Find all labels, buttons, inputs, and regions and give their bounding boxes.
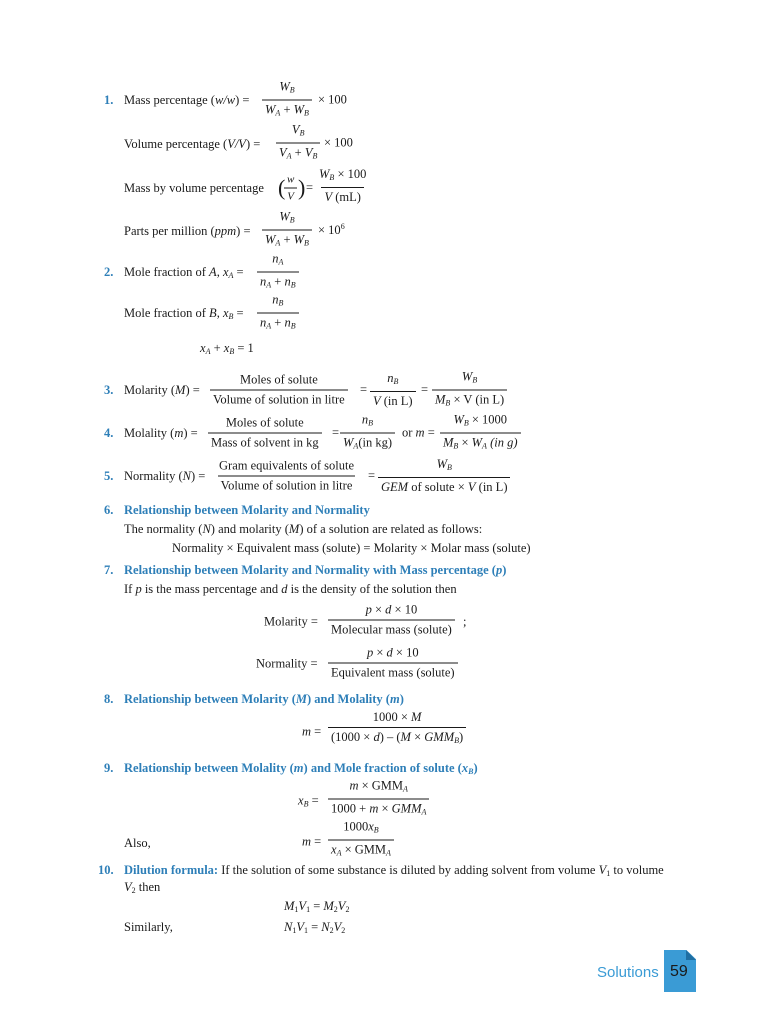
item-number-7: 7. <box>104 563 114 577</box>
molality-mole-fraction-fraction: $1000x_B$ $x_A \times GMM_A$ <box>328 820 394 861</box>
w-over-v-fraction: $\frac{w}{V}$ <box>284 174 297 203</box>
molality-fraction-2: $\frac{n_B}{W_A(in kg)}$ <box>340 413 395 454</box>
mass-by-volume-label: Mass by volume percentage <box>124 181 264 195</box>
mole-fraction-b-fraction: $\frac{n_B}{n_A + n_B}$ <box>257 293 299 334</box>
normality-text: Normality = <box>256 656 318 671</box>
item-number-3: 3. <box>104 383 114 397</box>
section-7-heading: Relationship between Molarity and Normality with Mass percentage (p) <box>124 563 507 577</box>
mole-fraction-a-label: Mole fraction of A, $x_A$ = <box>124 265 244 280</box>
mass-by-volume-fraction: $\frac{W_B \times 100}{V (mL)}$ <box>319 167 367 204</box>
eq-sign: = <box>332 425 340 440</box>
section-7-line1: If p is the mass percentage and d is the density of the solution then <box>124 582 457 596</box>
similarly-text: Similarly, <box>124 920 173 934</box>
mass-by-volume-eq: = <box>306 180 314 195</box>
volume-percentage-fraction: $\frac{V_B}{V_A + V_B}$ <box>276 123 320 164</box>
molarity-fraction-2: $\frac{n_B}{\text{V (in L)}}$ <box>370 371 416 409</box>
item-number-8: 8. <box>104 692 114 706</box>
footer-chapter-title: Solutions <box>597 964 659 981</box>
xb-eq: $x_B$ = <box>298 793 319 809</box>
m-eq: m = <box>302 724 322 739</box>
ppm-label: Parts per million (ppm) = <box>124 224 251 238</box>
also-text: Also, <box>124 836 151 850</box>
item-number-10: 10. <box>98 863 114 877</box>
item-number-6: 6. <box>104 503 114 517</box>
eq-sign: = <box>368 468 376 483</box>
or-text: or m = <box>402 425 435 440</box>
left-paren: ( <box>278 175 286 200</box>
section-9-heading: Relationship between Molality (m) and Mole fraction of solute $(x_B)$ <box>124 761 478 776</box>
normality-fraction-1: Gram equivalents of solute Volume of solution in litre <box>219 458 355 493</box>
item-number-2: 2. <box>104 265 114 279</box>
normality-label: Normality (N) = <box>124 469 206 483</box>
mass-percentage-times: × 100 <box>318 92 347 107</box>
molality-fraction-1: Moles of solute Mass of solvent in kg <box>208 416 322 451</box>
semicolon: ; <box>463 614 467 629</box>
page-corner-fold <box>686 950 696 960</box>
item-number-9: 9. <box>104 761 114 775</box>
volume-percentage-times: × 100 <box>324 135 353 150</box>
section-10-line1: Dilution formula: If the solution of some substance is diluted by adding solvent from volume $V_1$ to volume <box>124 863 664 878</box>
dilution-molarity-eq: $M_1V_1 = M_2V_2$ <box>284 899 350 914</box>
volume-percentage-label: Volume percentage (V/V) = <box>124 137 261 151</box>
eq-sign: = <box>421 382 429 397</box>
ppm-times: × $10^6$ <box>318 222 345 237</box>
section-6-heading: Relationship between Molarity and Normality <box>124 503 370 517</box>
molarity-mass-percent-fraction: p × d × 10 Molecular mass (solute) <box>328 603 455 638</box>
mole-fraction-a-fraction: $\frac{n_A}{n_A + n_B}$ <box>257 252 299 293</box>
mole-fraction-b-label: Mole fraction of B, $x_B$ = <box>124 306 244 321</box>
normality-mass-percent-fraction: p × d × 10 Equivalent mass (solute) <box>328 646 458 681</box>
molarity-text: Molarity = <box>264 614 318 629</box>
molality-label: Molality (m) = <box>124 426 198 440</box>
item-number-5: 5. <box>104 469 114 483</box>
mass-percentage-fraction: $\frac{W_B}{W_A + W_B}$ <box>262 80 312 121</box>
right-paren: ) <box>298 175 306 200</box>
eq-sign: = <box>360 382 368 397</box>
section-10-line2: $V_2$ then <box>124 880 161 895</box>
molarity-label: Molarity (M) = <box>124 383 200 397</box>
mole-fraction-molality-fraction: $m \times GMM_A$ $1000 + m \times GMM_A$ <box>328 779 429 820</box>
molality-molarity-fraction: 1000 × M $(1000 \times d) - (M \times GMM_B)$ <box>328 710 466 748</box>
m-eq-2: m = <box>302 834 322 849</box>
ppm-fraction: $\frac{W_B}{W_A + W_B}$ <box>262 210 312 251</box>
page-number: 59 <box>670 963 688 980</box>
section-6-line2: Normality × Equivalent mass (solute) = Molarity × Molar mass (solute) <box>172 541 531 555</box>
section-8-heading: Relationship between Molarity (M) and Molality (m) <box>124 692 404 706</box>
mole-fraction-sum: $x_A + x_B = 1$ <box>200 341 254 356</box>
item-number-4: 4. <box>104 426 114 440</box>
molality-fraction-3: $\frac{W_B \times 1000}{M_B \times W_A (in g)}$ <box>440 413 521 454</box>
molarity-fraction-3: $\frac{W_B}{M_B \times V (in L)}$ <box>432 370 507 411</box>
dilution-normality-eq: $N_1V_1 = N_2V_2$ <box>284 920 346 935</box>
item-number-1: 1. <box>104 93 114 107</box>
normality-fraction-2: $W_B$ GEM of solute × V (in L) <box>378 457 510 495</box>
mass-percentage-label: Mass percentage (w/w) = <box>124 93 250 107</box>
molarity-fraction-1: Moles of solute Volume of solution in litre <box>210 373 348 408</box>
section-6-line1: The normality (N) and molarity (M) of a solution are related as follows: <box>124 522 483 536</box>
